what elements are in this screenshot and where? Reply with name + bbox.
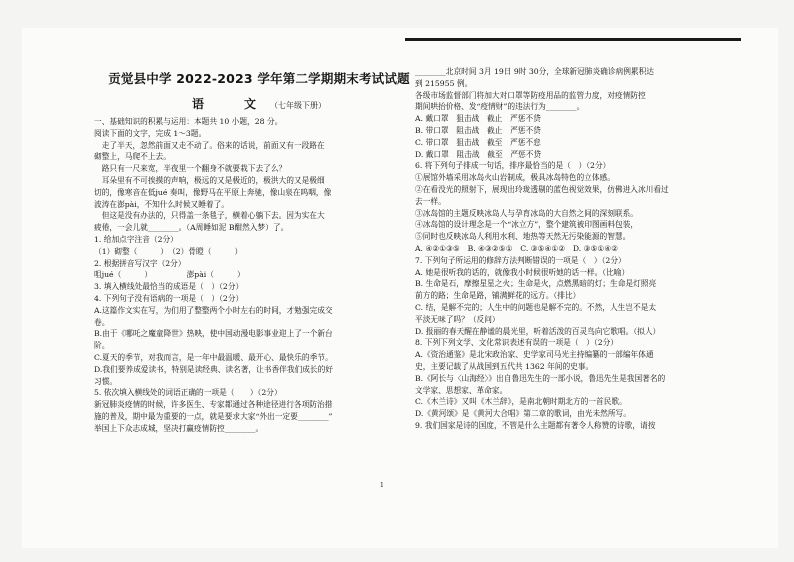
text-line: A. ④②①③⑤ B. ④③②⑤① C. ③⑤④①② D. ③⑤①④② xyxy=(415,243,619,253)
text-line: B. 生命是石，摩擦星星之火；生命是火，点燃黑暗的灯；生命是灯照亮 xyxy=(415,279,657,289)
text-line: ③冰岛馆的主题反映冰岛人与孕育冰岛的大自然之间的深刻联系。 xyxy=(415,208,638,218)
text-line: B.《阿长与〈山海经〉》出自鲁迅先生的一部小说，鲁迅先生是我国著名的 xyxy=(415,373,666,383)
text-line: 到 215955 例。 xyxy=(415,78,473,88)
text-line: 阶。 xyxy=(94,341,110,351)
text-line: D.我们要养成爱读书，特别是读经典、读名著，让书香伴我们成长的好 xyxy=(94,364,333,374)
text-line: 咀jué（ ） 澎pài（ ） xyxy=(94,270,245,280)
text-line: D.《黄河颂》是《黄河大合唱》第二章的歌词，由光未然所写。 xyxy=(415,409,631,419)
text-line: 去一样。 xyxy=(415,196,446,206)
text-line: C.《木兰诗》又叫《木兰辞》，是南北朝时期北方的一首民歌。 xyxy=(415,397,627,407)
text-line: D. 戴口罩 阻击战 截至 严惩不贷 xyxy=(415,149,542,159)
text-line: C. 带口罩 狙击战 截至 严惩不怠 xyxy=(415,137,541,147)
page-mark: 1 xyxy=(380,482,384,489)
text-line: 切的，像寒音在低jué 奏叫，像野马在平原上奔驰，像山泉在呜咽，像 xyxy=(94,187,332,197)
exam-title: 贡觉县中学 2022-2023 学年第二学期期末考试试题 xyxy=(108,71,410,86)
left-text-block xyxy=(94,116,424,435)
text-line: 8. 下列下列文学、文化常识表述有误的一项是（ ）（2分） xyxy=(415,338,619,348)
text-line: 平淡无味了吗？（反问） xyxy=(415,314,500,324)
text-line: ⑤同时也反映冰岛人利用水利、地热等天然无污染能源的智慧。 xyxy=(415,232,631,242)
text-line: 3. 填入横线处最恰当的成语是（ ）（2分） xyxy=(94,282,244,292)
text-line: A.这篇作文实在写，为们用了整整两个小时左右的时间，才勉强完成交 xyxy=(94,305,333,315)
text-line: ①展馆外墙采用冰岛火山岩制成，极具冰岛特色的立体感。 xyxy=(415,173,615,183)
text-line: 路只有一尺来宽，半夜里一个翻身不就要栽下去了么？ xyxy=(94,164,287,174)
text-line: C.夏天的季节，对我而言，是一年中最温暖、最开心、最快乐的季节。 xyxy=(94,352,333,362)
text-line: A.《资治通鉴》是北宋政治家、史学家司马光主持编纂的一部编年体通 xyxy=(415,350,654,360)
text-line: 一、基础知识的积累与运用：本题共 10 小题，28 分。 xyxy=(94,117,283,126)
text-line: C. 结，是解不完的；人生中的问题也是解不完的。不然，人生岂不是太 xyxy=(415,302,657,312)
text-line: 7. 下列句子所运用的修辞方法判断错误的一项是（ ）（2分） xyxy=(415,255,626,265)
text-line: D. 报丽的春天醒在静谧的晨光里，听着活泼的百灵鸟向它歌唱。（拟人） xyxy=(415,326,661,336)
subject-heading xyxy=(94,93,424,112)
right-column xyxy=(415,66,745,432)
grade-label: （七年级下册） xyxy=(270,101,326,110)
text-line: A. 她是很听我的话的，就像我小时候很听她的话一样。（比喻） xyxy=(415,267,630,277)
subject-name: 语 文 xyxy=(191,97,270,111)
text-line: 阅读下面的文字，完成 1～3题。 xyxy=(94,128,207,138)
text-line: 走了半天，忽然前面又走不动了。俗来的话说，前面又有一段路在 xyxy=(94,140,325,150)
text-line: 6. 将下列句子排成一句话，排序最恰当的是（ ）（2分） xyxy=(415,161,611,171)
text-line: 施的普及，期中最为重要的一点，就是要求大家“外出一定要________” xyxy=(94,411,333,421)
text-line: 波涛在澎pài，不知什么时候又睡着了。 xyxy=(94,199,229,209)
right-text-block xyxy=(415,66,745,432)
text-line: 4. 下列句子没有语病的一项是（ ）（2分） xyxy=(94,293,244,303)
text-line: 5. 依次填入横线处的词语正确的一项是（ ）（2分） xyxy=(94,388,282,398)
text-line: 期间哄抬价格、发“疫情财”的违法行为________。 xyxy=(415,102,585,112)
text-line: 耳朵里有不可挨摸的声响，极远的又是极近的，极洪大的又是极细 xyxy=(94,175,325,185)
header-rule xyxy=(405,38,741,41)
text-line: ②在看没光的照射下，展现出玲珑透剔的蓝色视觉效果，仿佛进入冰川看过 xyxy=(415,184,669,194)
text-line: A. 戴口罩 狙击战 截止 严惩不贷 xyxy=(415,114,541,124)
text-line: 史，主要记载了从战国到五代共 1362 年间的史事。 xyxy=(415,361,594,371)
text-line: B.由于《哪吒之魔童降世》热映，使中国动漫电影事业迎上了一个新台 xyxy=(94,329,333,339)
text-line: 新冠肺炎疫情的时候，许多医生、专家都通过各种途径进行各项防治措 xyxy=(94,400,333,410)
text-line: 举国上下众志成城，坚决打赢疫情防控________。 xyxy=(94,423,264,433)
text-line: ________北京时间 3月 19日 9时 30分，全球新冠肺炎确诊病例累积达 xyxy=(415,67,654,76)
text-line: 疲倦，一会儿就________。（A周睡如泥 B酣然入梦）了。 xyxy=(94,223,289,233)
text-line: （1）砌整（ ） （2）骨瞪（ ） xyxy=(94,246,243,256)
text-line: 前方的路；生命是路，铺满鲜花的远方。（排比） xyxy=(415,291,581,301)
text-line: 1. 给加点字注音（2分） xyxy=(94,234,178,244)
text-line: 各级市场监督部门将加大对口罩等防疫用品的监管力度，对疫情防控 xyxy=(415,90,646,100)
text-line: 9. 我们国家是诗的国度，不管是什么主题都有著令人称赞的诗歌，请按 xyxy=(415,420,656,430)
left-column xyxy=(94,66,424,435)
text-line: 但这是没有办法的，只得盖一条毯子，横着心躺下去。因为实在大 xyxy=(94,211,325,221)
text-line: 2. 根据拼音写汉字（2分） xyxy=(94,258,186,268)
text-line: B. 带口罩 阻击战 截止 严惩不贷 xyxy=(415,125,541,135)
text-line: 习惯。 xyxy=(94,376,118,386)
text-line: 文学家、思想家、革命家。 xyxy=(415,385,508,395)
text-line: 砌整上，马爬不上去。 xyxy=(94,152,171,162)
text-line: ④冰岛馆的设计理念是一个“冰立方”，整个建筑被印图画料包装， xyxy=(415,220,639,230)
text-line: 卷。 xyxy=(94,317,110,327)
